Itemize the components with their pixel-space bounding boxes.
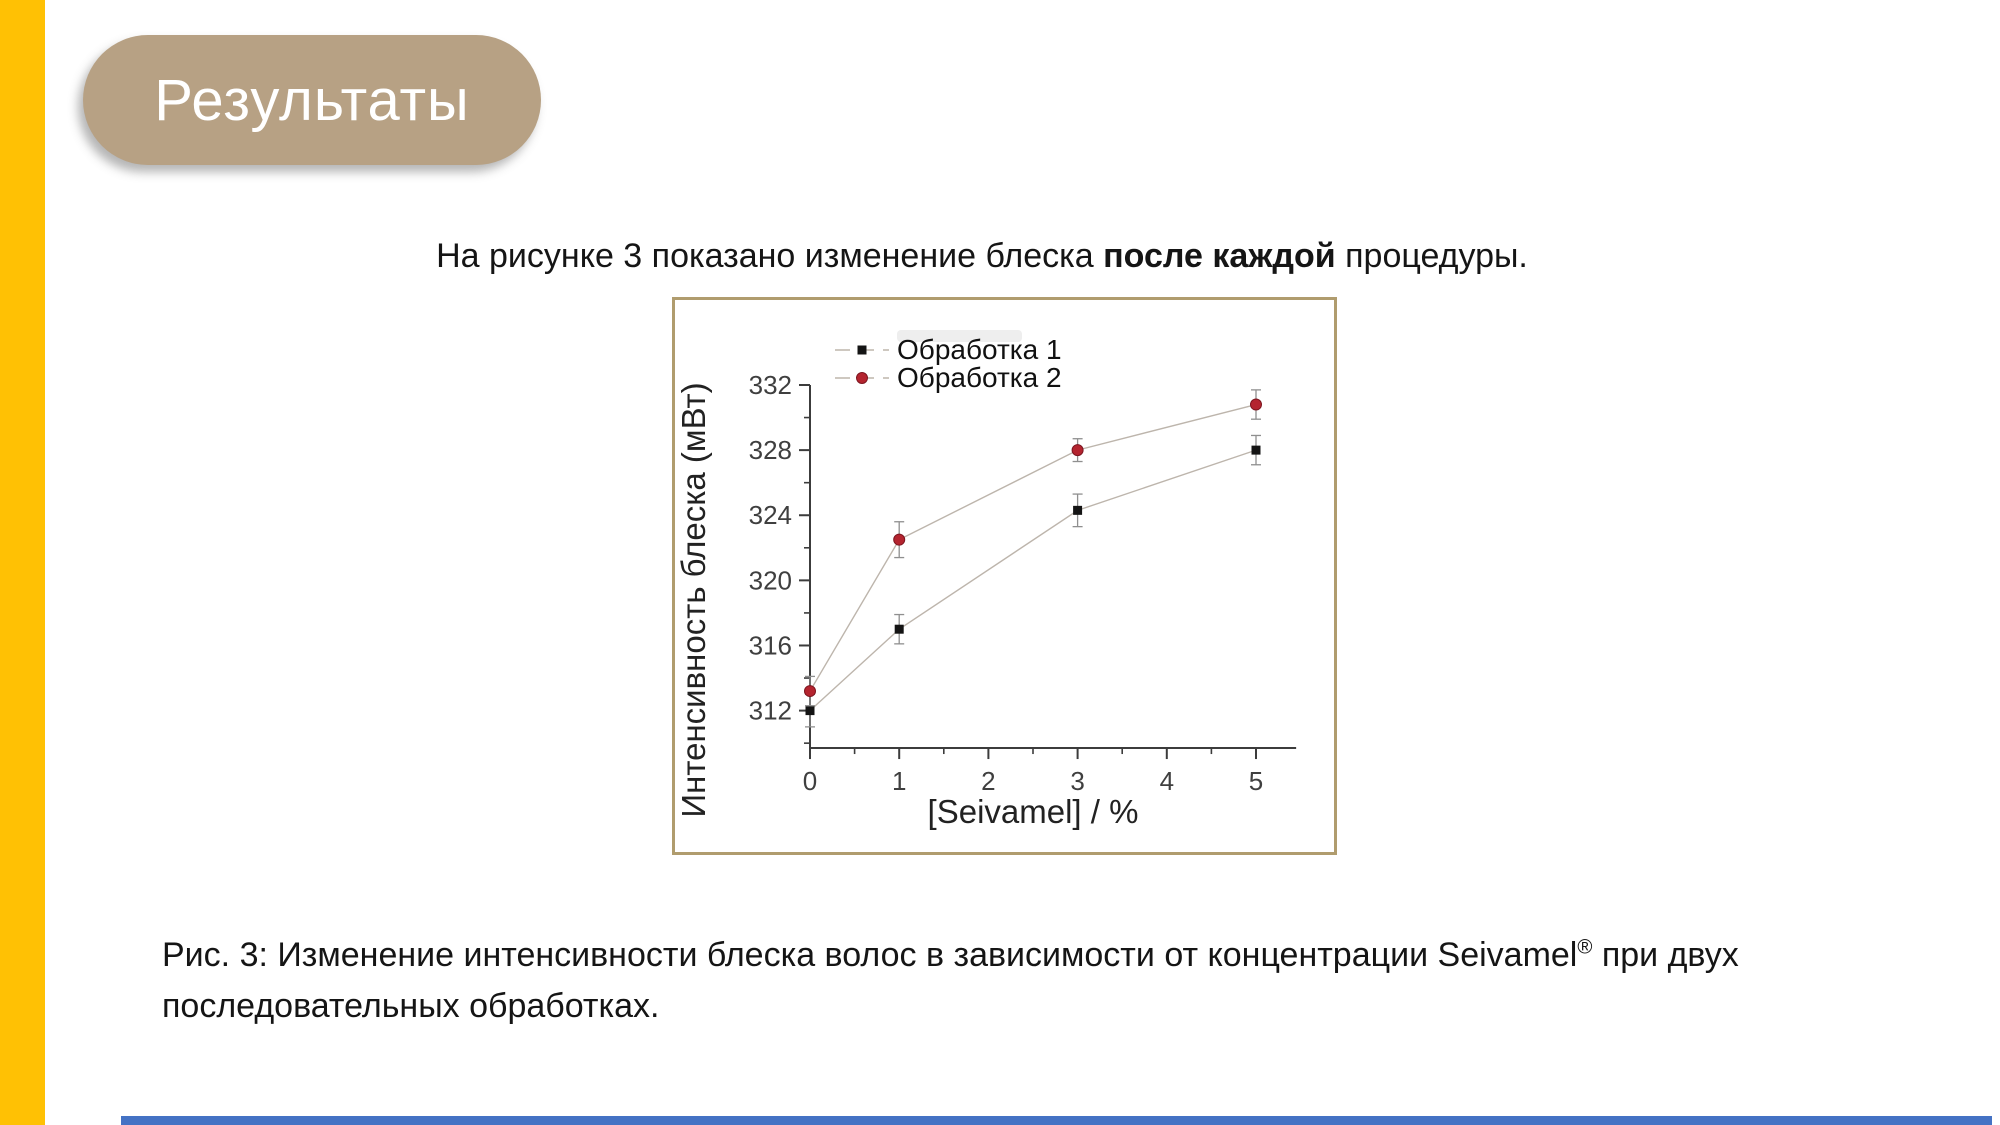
shine-chart [675, 300, 1334, 852]
svg-text:[Seivamel] / %: [Seivamel] / % [927, 793, 1139, 831]
svg-text:316: 316 [748, 630, 792, 661]
svg-text:312: 312 [748, 695, 792, 726]
intro-suffix: процедуры. [1335, 237, 1528, 275]
slide-title-pill [83, 35, 541, 165]
caption-suffix: при двух последовательных обработках. [162, 936, 1739, 1025]
figure-3-frame [672, 297, 1337, 855]
svg-text:0: 0 [802, 766, 818, 797]
svg-text:320: 320 [748, 565, 792, 596]
svg-text:5: 5 [1248, 766, 1264, 797]
slide-accent-bar-bottom [121, 1116, 1992, 1125]
caption-brand: Seivamel [1437, 936, 1578, 974]
svg-text:332: 332 [748, 370, 792, 400]
intro-bold: после каждой [1103, 237, 1336, 275]
svg-text:324: 324 [748, 500, 792, 531]
svg-text:Обработка 1: Обработка 1 [897, 334, 1062, 365]
svg-text:Обработка 2: Обработка 2 [897, 362, 1062, 393]
svg-text:1: 1 [891, 766, 907, 797]
slide-accent-bar-left [0, 0, 45, 1125]
caption-prefix: Рис. 3: Изменение интенсивности блеска волос в зависимости от концентрации [162, 936, 1438, 974]
svg-text:328: 328 [748, 435, 792, 466]
figure-caption [162, 930, 1802, 1032]
caption-registered-mark: ® [1577, 936, 1593, 959]
intro-prefix: На рисунке 3 показано изменение блеска [436, 237, 1104, 275]
svg-text:3: 3 [1070, 766, 1085, 797]
svg-text:4: 4 [1159, 766, 1175, 797]
svg-text:Интенсивность блеска (мВт): Интенсивность блеска (мВт) [675, 382, 712, 818]
svg-text:2: 2 [981, 766, 996, 797]
slide-title: Результаты [154, 67, 470, 133]
intro-text [0, 237, 1964, 276]
